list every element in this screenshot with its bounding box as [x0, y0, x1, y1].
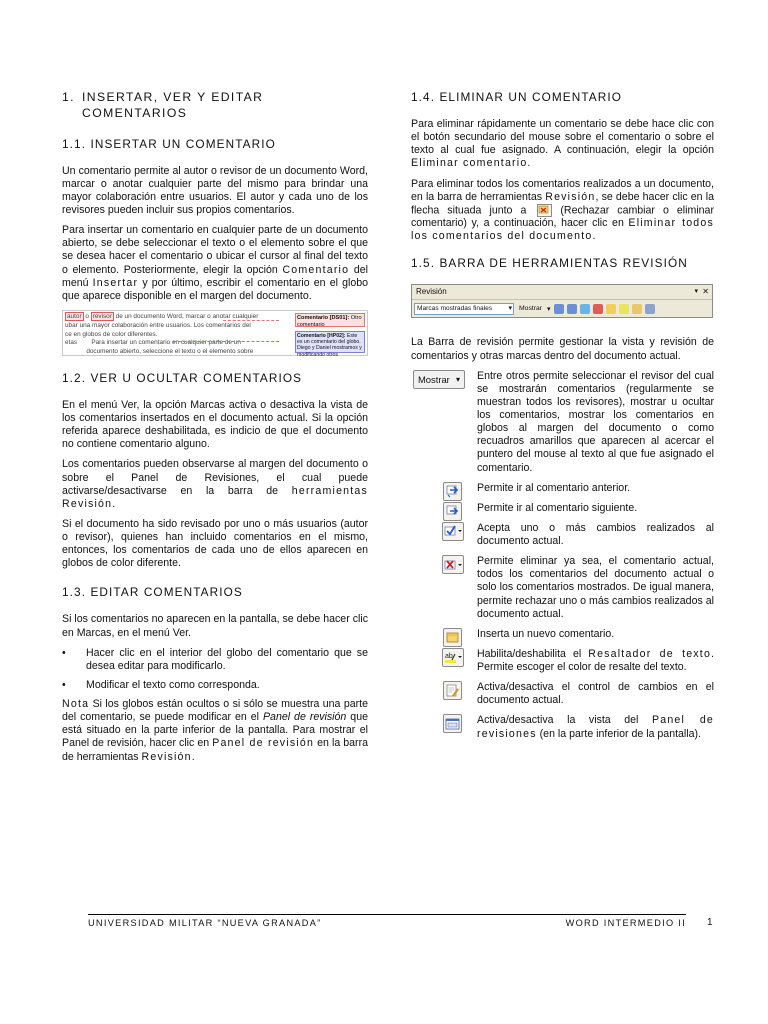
tool-item-next	[411, 502, 714, 515]
tool-item-accept	[411, 522, 714, 548]
paragraph: En el menú Ver, la opción Marcas activa o desactiva la vista de los comentarios insertados en el documento actual. Si la opción referida aparece deshabilitada, es indicio de que el documento no contiene comentario alguno.	[62, 398, 368, 451]
accept-change-icon[interactable]	[580, 304, 590, 314]
footer-institution: UNIVERSIDAD MILITAR “NUEVA GRANADA”	[88, 918, 322, 928]
bullet-list	[62, 647, 368, 692]
tool-item-track-changes	[411, 681, 714, 707]
paragraph: Para eliminar rápidamente un comentario se debe hace clic con el botón secundario del mouse sobre el comentario o sobre el texto al cual fue asignado. A continuación, elegir la opción Eliminar comentario.	[411, 118, 714, 170]
screenshot-document-text: autor o revisor de un documento Word, marcar o anotar cualquier ubar una mayor colaboración entre usuarios. Los comentarios del ce en globos de color diferentes. etas Para insertar un comentario en cualquier parte de un documento abierto, seleccione el texto o el elemento sobre	[65, 312, 259, 356]
toolbar-options-icon[interactable]: ▾	[694, 288, 698, 296]
page-number: 1	[707, 917, 713, 928]
toolbar-mostrar-button[interactable]: Mostrar	[519, 305, 543, 313]
comment-balloon: Comentario [DS01]: Otro comentario	[295, 313, 365, 327]
new-comment-icon[interactable]	[606, 304, 616, 314]
reject-change-inline-icon	[537, 204, 552, 217]
list-item: • Modificar el texto como corresponda.	[62, 679, 368, 692]
section-title-1-5: 1.5. BARRA DE HERRAMIENTAS REVISIÓN	[411, 256, 688, 271]
comment-connector-line	[173, 341, 279, 342]
tool-item-reject	[411, 555, 714, 621]
tool-item-reviewing-pane	[411, 714, 714, 740]
tool-description: Activa/desactiva la vista del Panel de revisiones (en la parte inferior de la pantalla).	[477, 714, 715, 740]
tool-description: Habilita/deshabilita el Resaltador de texto. Permite escoger el color de resalte del texto.	[477, 647, 714, 674]
highlight-icon[interactable]	[619, 304, 629, 314]
svg-text:ab: ab	[444, 653, 453, 661]
comment-balloon: Comentario [HP02]: Este es un comentario del globo. Diego y Daniel mostramos y modificando otros	[295, 331, 365, 353]
markup-view-select[interactable]: Marcas mostradas finales ▾	[414, 303, 514, 315]
toolbar-body	[412, 300, 712, 317]
paragraph: Para eliminar todos los comentarios realizados a un documento, en la barra de herramientas Revisión, se debe hacer clic en la flecha situada junto a (Rechazar cambiar o eliminar comentario) y, a continuación, hacer clic en Eliminar todos los comentarios del documento.	[411, 177, 714, 243]
tool-description: Permite eliminar ya sea, el comentario actual, todos los comentarios del documento actual o solo los comentarios mostrados. De igual manera, permite rechazar uno o más cambios realizados al documento actual.	[477, 555, 714, 620]
tool-description: Permite ir al comentario anterior.	[477, 481, 631, 494]
tool-item-new-comment	[411, 628, 714, 641]
paragraph: La Barra de revisión permite gestionar la vista y revisión de comentarios y otras marcas dentro del documento actual.	[411, 336, 714, 362]
page-footer	[88, 914, 686, 928]
revision-toolbar	[411, 284, 713, 318]
paragraph: Si el documento ha sido revisado por uno o más usuarios (autor o revisor), quienes han incluido comentarios en el mismo, entonces, los comentarios de cada uno de ellos aparecen en globos de color diferente.	[62, 517, 368, 570]
tool-description: Inserta un nuevo comentario.	[477, 627, 615, 640]
toolbar-title-bar	[412, 285, 712, 300]
footer-course: WORD INTERMEDIO II	[565, 918, 686, 928]
paragraph: Nota Si los globos están ocultos o si sólo se muestra una parte del comentario, se puede modificar en el Panel de revisión que está situado en la parte inferior de la pantalla. Para mostrar el Panel de revisión, hacer clic en Panel de revisión en la barra de herramientas Revisión.	[62, 698, 368, 763]
section-title-1-1: 1.1. INSERTAR UN COMENTARIO	[62, 136, 276, 151]
close-icon[interactable]: ✕	[702, 287, 709, 297]
mostrar-button[interactable]: Mostrar ▾	[413, 370, 465, 389]
chevron-down-icon: ▾	[547, 305, 551, 313]
tool-item-previous	[411, 482, 714, 495]
comment-screenshot	[62, 310, 368, 356]
track-changes-icon[interactable]	[443, 681, 462, 700]
next-comment-icon[interactable]	[443, 502, 462, 521]
main-heading-number: 1.	[62, 90, 75, 104]
paragraph: Los comentarios pueden observarse al margen del documento o sobre el Panel de Revisiones, el cual puede activarse/desactivarse en la barra de herramientas Revisión.	[62, 458, 368, 510]
comment-connector-line	[223, 320, 279, 321]
tool-item-highlight	[411, 648, 714, 674]
right-column	[411, 88, 714, 748]
main-heading	[62, 90, 368, 122]
paragraph: Un comentario permite al autor o revisor de un documento Word, marcar o anotar cualquier parte del mismo para brindar una mayor colaboración entre usuarios. El autor y cada uno de los revisores pueden incluir sus propios comentarios.	[62, 164, 368, 217]
previous-comment-icon[interactable]	[554, 304, 564, 314]
next-comment-icon[interactable]	[567, 304, 577, 314]
section-title-1-2: 1.2. VER U OCULTAR COMENTARIOS	[62, 370, 303, 385]
tool-description: Permite ir al comentario siguiente.	[477, 501, 638, 514]
new-comment-icon[interactable]	[443, 628, 462, 647]
left-column	[62, 88, 368, 771]
list-item: • Hacer clic en el interior del globo del comentario que se desea editar para modificarlo.	[62, 647, 368, 673]
reject-change-icon[interactable]	[442, 555, 464, 574]
reviewing-pane-icon[interactable]	[645, 304, 655, 314]
toolbar-title: Revisión	[416, 287, 447, 297]
tool-item-mostrar	[411, 370, 714, 475]
tool-description: Entre otros permite seleccionar el revisor del cual se mostrarán comentarios (regularmente se muestran todos los revisores), mostrar u ocultar los comentarios, mostrar los comentarios en globos al margen del documento o como recuadros amarillos que aparecen al acercar el puntero del mouse al texto al que fue asignado el comentario.	[477, 369, 714, 474]
main-heading-line1: INSERTAR, VER Y EDITAR	[82, 90, 264, 104]
accept-change-icon[interactable]	[442, 522, 464, 541]
section-title-1-3: 1.3. EDITAR COMENTARIOS	[62, 585, 243, 600]
section-title-1-4: 1.4. ELIMINAR UN COMENTARIO	[411, 90, 623, 104]
track-changes-icon[interactable]	[632, 304, 642, 314]
main-heading-line2: COMENTARIOS	[82, 105, 188, 120]
previous-comment-icon[interactable]	[443, 482, 462, 501]
paragraph: Para insertar un comentario en cualquier parte de un documento abierto, se debe seleccionar el texto o el elemento sobre el que se desea hacer el comentario o ubicar el cursor al final del texto o elemento. Posteriormente, elegir la opción Comentario del menú Insertar y por último, escribir el comentario en el globo que aparece disponible en el margen del documento.	[62, 224, 368, 302]
tool-description: Activa/desactiva el control de cambios en el documento actual.	[477, 681, 714, 707]
reviewing-pane-icon[interactable]	[443, 714, 462, 733]
highlight-icon[interactable]	[442, 648, 464, 667]
tool-description: Acepta uno o más cambios realizados al documento actual.	[477, 521, 714, 548]
paragraph: Si los comentarios no aparecen en la pantalla, se debe hacer clic en Marcas, en el menú Ver.	[62, 613, 368, 639]
reject-change-icon[interactable]	[593, 304, 603, 314]
